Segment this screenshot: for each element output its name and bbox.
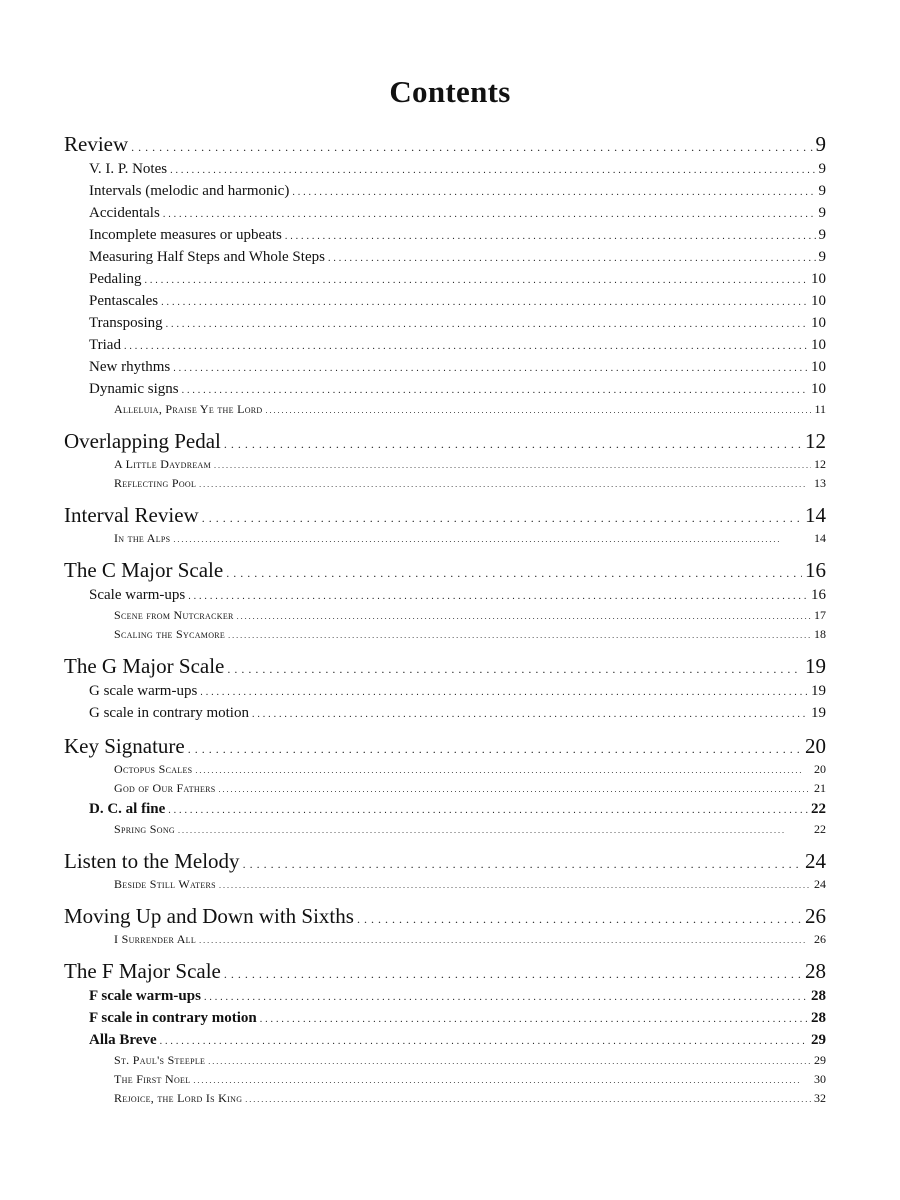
piece-entry — [64, 625, 826, 644]
entry-label: Scale warm-ups — [89, 587, 186, 603]
page-number: 9 — [818, 227, 826, 243]
dot-leader — [166, 314, 808, 336]
piece-entry — [64, 1051, 826, 1070]
page-number: 13 — [814, 476, 826, 490]
page-number: 9 — [818, 205, 826, 221]
dot-leader — [260, 1009, 808, 1031]
dot-leader — [245, 1090, 811, 1109]
dot-leader — [204, 987, 808, 1009]
dot-leader — [214, 456, 811, 475]
topic-entry — [64, 356, 826, 378]
topic-entry — [64, 702, 826, 724]
page-number: 19 — [811, 705, 826, 721]
piece-entry — [64, 779, 826, 798]
page-number: 16 — [805, 558, 826, 582]
dot-leader — [252, 704, 808, 726]
topic-entry — [64, 158, 826, 180]
entry-label: In the Alps — [114, 531, 171, 545]
dot-leader — [168, 800, 808, 822]
dot-leader — [199, 475, 811, 494]
dot-leader — [202, 504, 802, 532]
entry-label: F scale in contrary motion — [89, 1010, 257, 1026]
entry-label: Review — [64, 132, 129, 156]
chapter-entry — [64, 427, 826, 455]
dot-leader — [182, 380, 808, 402]
chapter-entry — [64, 130, 826, 158]
dot-leader — [224, 960, 802, 988]
topic-entry — [64, 202, 826, 224]
dot-leader — [195, 761, 811, 780]
toc-section-review — [64, 130, 826, 419]
topic-entry — [64, 798, 826, 820]
page-number: 22 — [811, 801, 826, 817]
entry-label: St. Paul's Steeple — [114, 1053, 206, 1067]
entry-label: Incomplete measures or upbeats — [89, 227, 282, 243]
dot-leader — [292, 182, 815, 204]
page-number: 10 — [811, 381, 826, 397]
entry-label: The G Major Scale — [64, 654, 225, 678]
entry-label: Alla Breve — [89, 1032, 157, 1048]
entry-label: Scaling the Sycamore — [114, 627, 226, 641]
page-number: 10 — [811, 293, 826, 309]
page-number: 10 — [811, 337, 826, 353]
page-number: 20 — [805, 734, 826, 758]
dot-leader — [200, 682, 808, 704]
page-number: 9 — [818, 249, 826, 265]
entry-label: Beside Still Waters — [114, 877, 216, 891]
page-number: 21 — [814, 781, 826, 795]
toc-section-interval-review — [64, 501, 826, 548]
dot-leader — [193, 1071, 811, 1090]
dot-leader — [208, 1052, 811, 1071]
topic-entry — [64, 246, 826, 268]
entry-label: I Surrender All — [114, 932, 197, 946]
entry-label: D. C. al fine — [89, 801, 166, 817]
chapter-entry — [64, 957, 826, 985]
page-number: 10 — [811, 359, 826, 375]
dot-leader — [224, 430, 802, 458]
page-number: 9 — [815, 132, 826, 156]
page-number: 28 — [811, 988, 826, 1004]
entry-label: Rejoice, the Lord Is King — [114, 1091, 243, 1105]
page-number: 30 — [814, 1072, 826, 1086]
page-number: 9 — [818, 161, 826, 177]
entry-label: Measuring Half Steps and Whole Steps — [89, 249, 325, 265]
entry-label: F scale warm-ups — [89, 988, 201, 1004]
entry-label: Intervals (melodic and harmonic) — [89, 183, 290, 199]
page-title: Contents — [389, 74, 511, 109]
chapter-entry — [64, 556, 826, 584]
entry-label: Key Signature — [64, 734, 185, 758]
page-number: 19 — [805, 654, 826, 678]
dot-leader — [357, 905, 802, 933]
piece-entry — [64, 820, 826, 839]
topic-entry — [64, 1007, 826, 1029]
entry-label: Reflecting Pool — [114, 476, 197, 490]
entry-label: Accidentals — [89, 205, 160, 221]
entry-label: Listen to the Melody — [64, 849, 240, 873]
entry-label: Dynamic signs — [89, 381, 179, 397]
piece-entry — [64, 1089, 826, 1108]
piece-entry — [64, 760, 826, 779]
entry-label: The First Noel — [114, 1072, 191, 1086]
piece-entry — [64, 455, 826, 474]
page-number: 24 — [805, 849, 826, 873]
page-number: 24 — [814, 877, 826, 891]
entry-label: Moving Up and Down with Sixths — [64, 904, 354, 928]
topic-entry — [64, 334, 826, 356]
page-number: 12 — [814, 457, 826, 471]
page-number: 10 — [811, 315, 826, 331]
piece-entry — [64, 606, 826, 625]
topic-entry — [64, 268, 826, 290]
dot-leader — [178, 821, 811, 840]
entry-label: Triad — [89, 337, 121, 353]
dot-leader — [124, 336, 808, 358]
dot-leader — [226, 559, 802, 587]
toc-section-key-signature — [64, 732, 826, 839]
dot-leader — [163, 204, 816, 226]
toc-section-listen-to-the-melody — [64, 847, 826, 894]
dot-leader — [145, 270, 809, 292]
entry-label: Octopus Scales — [114, 762, 193, 776]
page-number: 14 — [814, 531, 826, 545]
dot-leader — [160, 1031, 808, 1053]
toc-section-the-c-major-scale — [64, 556, 826, 644]
piece-entry — [64, 529, 826, 548]
topic-entry — [64, 584, 826, 606]
page-number: 20 — [814, 762, 826, 776]
chapter-entry — [64, 732, 826, 760]
chapter-entry — [64, 652, 826, 680]
entry-label: Scene from Nutcracker — [114, 608, 234, 622]
entry-label: Pedaling — [89, 271, 142, 287]
page-number: 26 — [814, 932, 826, 946]
entry-label: G scale warm-ups — [89, 683, 198, 699]
entry-label: God of Our Fathers — [114, 781, 216, 795]
page-number: 29 — [814, 1053, 826, 1067]
dot-leader — [161, 292, 808, 314]
entry-label: Interval Review — [64, 503, 199, 527]
toc-section-moving-up-and-down-with-sixths — [64, 902, 826, 949]
page-number: 16 — [811, 587, 826, 603]
entry-label: Transposing — [89, 315, 163, 331]
piece-entry — [64, 400, 826, 419]
entry-label: G scale in contrary motion — [89, 705, 249, 721]
dot-leader — [266, 401, 812, 420]
dot-leader — [219, 780, 811, 799]
topic-entry — [64, 680, 826, 702]
entry-label: New rhythms — [89, 359, 171, 375]
page-number: 9 — [818, 183, 826, 199]
dot-leader — [237, 607, 811, 626]
entry-label: Spring Song — [114, 822, 175, 836]
topic-entry — [64, 290, 826, 312]
chapter-entry — [64, 902, 826, 930]
entry-label: The C Major Scale — [64, 558, 224, 582]
dot-leader — [228, 626, 811, 645]
topic-entry — [64, 224, 826, 246]
dot-leader — [227, 655, 802, 683]
topic-entry — [64, 985, 826, 1007]
table-of-contents — [64, 130, 826, 1116]
dot-leader — [188, 735, 802, 763]
dot-leader — [173, 530, 811, 549]
topic-entry — [64, 312, 826, 334]
chapter-entry — [64, 501, 826, 529]
page-number: 17 — [814, 608, 826, 622]
dot-leader — [173, 358, 808, 380]
page-number: 32 — [814, 1091, 826, 1105]
page-number: 11 — [814, 402, 826, 416]
chapter-entry — [64, 847, 826, 875]
page-number: 28 — [805, 959, 826, 983]
dot-leader — [243, 850, 802, 878]
page-number: 26 — [805, 904, 826, 928]
toc-section-overlapping-pedal — [64, 427, 826, 493]
topic-entry — [64, 180, 826, 202]
dot-leader — [285, 226, 816, 248]
piece-entry — [64, 474, 826, 493]
page-number: 18 — [814, 627, 826, 641]
dot-leader — [328, 248, 816, 270]
topic-entry — [64, 378, 826, 400]
page-number: 29 — [811, 1032, 826, 1048]
entry-label: The F Major Scale — [64, 959, 221, 983]
entry-label: Alleluia, Praise Ye the Lord — [114, 402, 263, 416]
page-number: 28 — [811, 1010, 826, 1026]
page-number: 22 — [814, 822, 826, 836]
page-number: 10 — [811, 271, 826, 287]
toc-section-the-f-major-scale — [64, 957, 826, 1108]
piece-entry — [64, 875, 826, 894]
dot-leader — [170, 160, 815, 182]
entry-label: Overlapping Pedal — [64, 429, 221, 453]
dot-leader — [219, 876, 811, 895]
entry-label: A Little Daydream — [114, 457, 212, 471]
piece-entry — [64, 930, 826, 949]
page-number: 19 — [811, 683, 826, 699]
entry-label: V. I. P. Notes — [89, 161, 168, 177]
page-number: 12 — [805, 429, 826, 453]
toc-section-the-g-major-scale — [64, 652, 826, 724]
dot-leader — [188, 586, 808, 608]
piece-entry — [64, 1070, 826, 1089]
entry-label: Pentascales — [89, 293, 159, 309]
dot-leader — [131, 133, 812, 161]
topic-entry — [64, 1029, 826, 1051]
dot-leader — [199, 931, 811, 950]
page-number: 14 — [805, 503, 826, 527]
